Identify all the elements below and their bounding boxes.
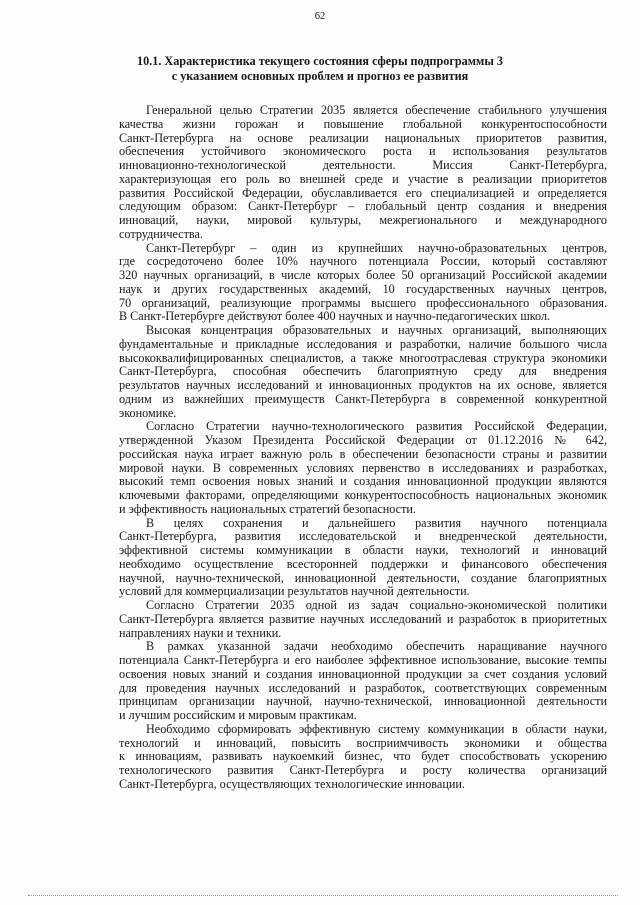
paragraph-line: Санкт-Петербурга, способная обеспечить благоприятную среду для внедрения [119, 364, 607, 379]
paragraph-line: инновационно-технологической деятельности. Миссия Санкт-Петербурга, [119, 158, 607, 172]
paragraph-line: технологического развития Санкт-Петербурга и росту количества организаций [119, 763, 607, 777]
paragraph-line: условий для коммерциализации результатов научной деятельности. [119, 584, 470, 599]
paragraph-line: Согласно Стратегии 2035 одной из задач социально-экономической политики [146, 598, 607, 612]
paragraph-line: развития Российской Федерации, обуславливается его специализацией и определяется [119, 185, 607, 200]
paragraph-line: освоения новых знаний и создания инновационной продукции за счет создания условий [119, 666, 607, 681]
paragraph-line: В рамках указанной задачи необходимо обеспечить наращивание научного [146, 639, 607, 654]
paragraph-line: высококвалифицированных специалистов, а также многоотраслевая структура экономики [119, 350, 607, 365]
paragraph-line: принципам организации научной, научно-технической, инновационной деятельности [119, 694, 607, 709]
paragraph-line: потенциала Санкт-Петербурга и его наиболее эффективное использование, высокие темпы [119, 653, 607, 667]
paragraph [119, 599, 607, 640]
paragraph-line: российская наука играет важную роль в обеспечении безопасности страны и развитии [119, 446, 607, 461]
scan-edge-artifact [28, 895, 618, 898]
paragraph-line: одним из важнейших преимуществ Санкт-Петербурга в современной конкурентной [119, 391, 607, 406]
paragraph-line: экономике. [119, 405, 177, 420]
paragraph-line: Санкт-Петербурга является развитие научных исследований и разработок в приоритетных [119, 611, 607, 626]
paragraph [119, 104, 607, 242]
paragraph-line: Санкт-Петербурга, развития исследовательской и внедренческой деятельности, [119, 529, 607, 544]
paragraph-line: инноваций, науки, мировой культуры, межрегионального и международного [119, 213, 607, 227]
paragraph-line: необходимо осуществление всесторонней поддержки и финансового обеспечения [119, 556, 607, 571]
paragraph-line: фундаментальные и прикладные исследования и разработки, наличие большого числа [119, 336, 607, 351]
paragraph-line: эффективной системы коммуникации в области науки, технологий и инноваций [119, 543, 607, 557]
section-title [60, 54, 580, 84]
paragraph-line: где сосредоточено более 10% научного потенциала России, который составляют [119, 254, 607, 269]
paragraph-line: 320 научных организаций, в числе которых более 50 организаций Российской академии [119, 268, 607, 282]
paragraph-line: В целях сохранения и дальнейшего развития научного потенциала [146, 515, 607, 530]
paragraph [119, 723, 607, 792]
paragraph-line: к инновациям, развивать наукоемкий бизнес, что будет способствовать ускорению [119, 749, 607, 764]
paragraph-line: Необходимо сформировать эффективную систему коммуникации в области науки, [146, 721, 607, 736]
paragraph-line: утвержденной Указом Президента Российской Федерации от 01.12.2016 № 642, [119, 433, 607, 447]
paragraph-line: Санкт-Петербурга, осуществляющих технологические инновации. [119, 776, 465, 791]
paragraph-line: технологий и инноваций, повысить восприимчивость экономики и общества [119, 735, 607, 750]
paragraph-line: ключевыми факторами, определяющими конкурентоспособность национальных экономик [119, 488, 607, 502]
paragraph-line: В Санкт-Петербурге действуют более 400 научных и научно-педагогических школ. [119, 309, 551, 324]
paragraph-line: Генеральной целью Стратегии 2035 является обеспечение стабильного улучшения [146, 103, 607, 117]
paragraph-line: обеспечения устойчивого экономического роста и использования результатов [119, 144, 607, 159]
paragraph-line: и лучшим российским и мировым практикам. [119, 708, 357, 722]
paragraph-line: сотрудничества. [119, 226, 203, 241]
paragraph-line: качества жизни горожан и повышение глобальной конкурентоспособности [119, 116, 607, 131]
paragraph-line: наук и других государственных академий, 10 государственных научных центров, [119, 281, 607, 296]
paragraph-line: Согласно Стратегии научно-технологического развития Российской Федерации, [146, 419, 607, 434]
paragraph [119, 420, 607, 516]
paragraph-line: следующим образом: Санкт-Петербург – глобальный центр создания и внедрения [119, 199, 607, 214]
paragraph-line: результатов научных исследований и инновационных продуктов на их основе, является [119, 378, 607, 392]
paragraph-line: Санкт-Петербург – один из крупнейших научно-образовательных центров, [146, 240, 607, 255]
section-title-line-1: 10.1. Характеристика текущего состояния сферы подпрограммы 3 [136, 54, 503, 68]
paragraph-line: 70 организаций, реализующие программы высшего профессионального образования. [119, 295, 607, 310]
paragraph-line: характеризующая его роль во внешней среде и участие в реализации приоритетов [119, 171, 607, 186]
paragraph-line: Санкт-Петербурга на основе реализации национальных приоритетов развития, [119, 130, 607, 145]
paragraph-line: и эффективность национальных стратегий безопасности. [119, 501, 416, 516]
body-text [119, 104, 607, 792]
paragraph-line: направлениях науки и техники. [119, 625, 282, 640]
paragraph [119, 517, 607, 600]
paragraph [119, 324, 607, 420]
paragraph-line: научной, научно-технической, инновационной деятельности, создание благоприятных [119, 570, 607, 585]
paragraph-line: для проведения научных исследований и разработок, соответствующих современным [119, 680, 607, 695]
paragraph-line: Высокая концентрация образовательных и научных организаций, выполняющих [146, 323, 607, 337]
paragraph-line: высокий темп освоения новых знаний и создания инновационной продукции являются [119, 474, 607, 489]
paragraph [119, 242, 607, 325]
paragraph-line: мировой науки. В современных условиях первенство в исследованиях и разработках, [119, 460, 607, 475]
page-number: 62 [314, 11, 326, 22]
paragraph [119, 640, 607, 723]
section-title-line-2: с указанием основных проблем и прогноз ее развития [171, 69, 469, 83]
